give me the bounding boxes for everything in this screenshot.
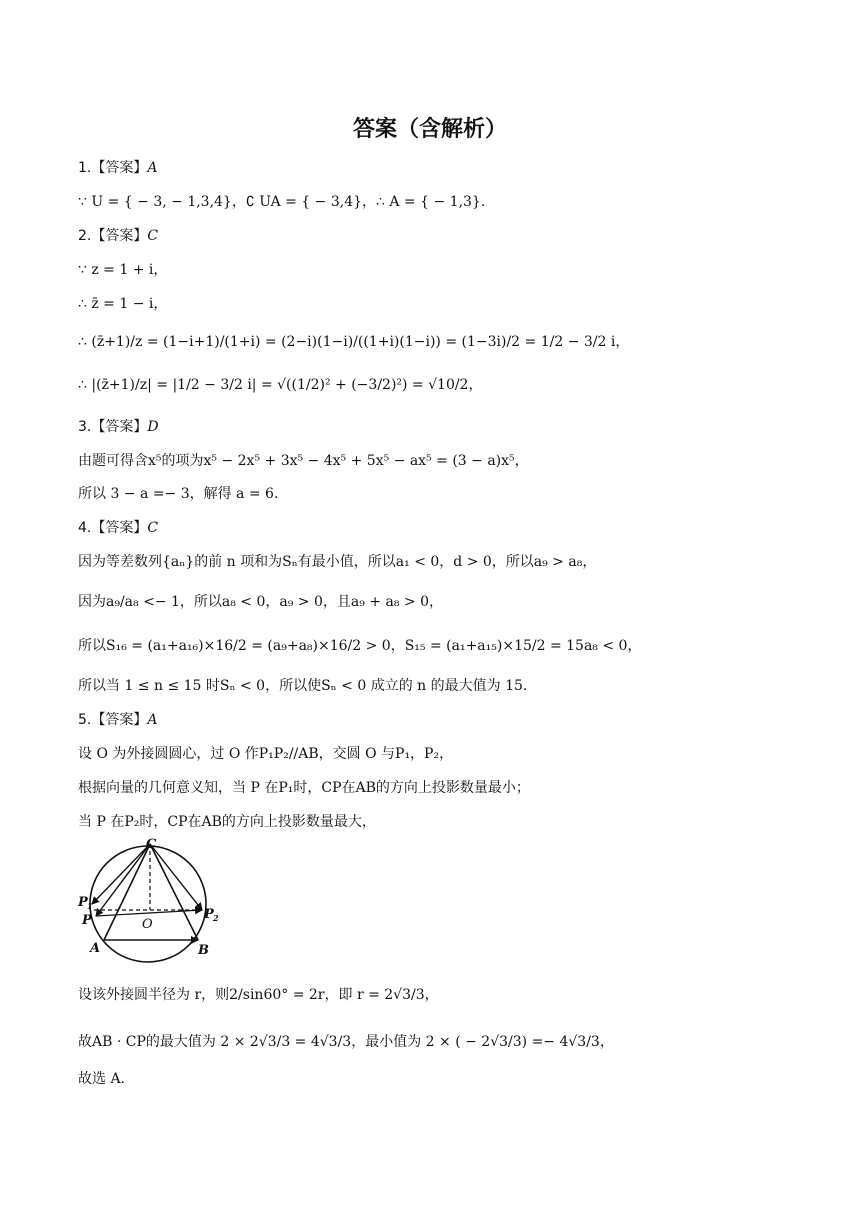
solution-line: 所以S₁₆ = (a₁+a₁₆)×16/2 = (a₉+a₈)×16/2 > 0，S₁₅ = (a₁+a₁₅)×15/2 = 15a₈ < 0， — [78, 638, 642, 654]
answer-label: 4.【答案】 — [78, 520, 148, 536]
answer-label: 5.【答案】 — [78, 712, 148, 728]
solution-line: 当 P 在P₂时，CP在AB的方向上投影数量最大， — [78, 814, 376, 830]
solution-line: ∴ (z̄+1)/z = (1−i+1)/(1+i) = (2−i)(1−i)/((1+i)(1−i)) = (1−3i)/2 = 1/2 − 3/2 i， — [78, 334, 630, 350]
label-p2: P — [204, 907, 214, 922]
side-cb — [150, 844, 198, 940]
label-b: B — [198, 943, 209, 958]
label-p1-sub: 1 — [87, 901, 93, 911]
answer-choice: D — [147, 419, 159, 435]
label-p: P — [82, 913, 92, 928]
label-p1: P — [78, 895, 88, 910]
label-o: O — [142, 917, 153, 932]
answer-heading-2 — [78, 227, 158, 245]
answer-label: 2.【答案】 — [78, 228, 148, 244]
circle-geometry-figure — [78, 836, 218, 972]
answer-heading-1 — [78, 159, 157, 177]
solution-line: 因为等差数列{aₙ}的前 n 项和为Sₙ有最小值，所以a₁ < 0，d > 0，所以a₉ > a₈， — [78, 554, 597, 570]
answer-heading-4 — [78, 519, 158, 537]
solution-line: 设 O 为外接圆圆心，过 O 作P₁P₂//AB，交圆 O 与P₁，P₂， — [78, 746, 454, 762]
solution-line: ∵ U = { − 3, − 1,3,4}，∁ UA = { − 3,4}，∴ A = { − 1,3}. — [78, 194, 486, 210]
solution-line: 由题可得含x⁵的项为x⁵ − 2x⁵ + 3x⁵ − 4x⁵ + 5x⁵ − ax⁵ = (3 − a)x⁵， — [78, 453, 529, 469]
label-a: A — [90, 941, 101, 956]
answer-choice: C — [147, 228, 159, 244]
vector-cp — [96, 844, 150, 916]
solution-line: ∵ z = 1 + i， — [78, 262, 168, 278]
solution-line: ∴ |(z̄+1)/z| = |1/2 − 3/2 i| = √((1/2)² + (−3/2)²) = √10/2， — [78, 377, 483, 393]
label-c: C — [146, 837, 157, 852]
answer-label: 1.【答案】 — [78, 160, 148, 176]
solution-line: 因为a₉/a₈ <− 1，所以a₈ < 0，a₉ > 0，且a₉ + a₈ > 0， — [78, 594, 443, 610]
label-p2-sub: 2 — [213, 913, 219, 923]
solution-line: ∴ z̄ = 1 − i， — [78, 296, 168, 312]
solution-line: 所以 3 − a =− 3，解得 a = 6. — [78, 486, 279, 502]
answer-choice: A — [147, 712, 158, 728]
circumcircle — [90, 846, 206, 962]
solution-line: 故选 A. — [78, 1071, 126, 1087]
solution-line: 设该外接圆半径为 r，则2/sin60° = 2r，即 r = 2√3/3， — [78, 987, 439, 1003]
answer-choice: C — [147, 520, 159, 536]
answer-label: 3.【答案】 — [78, 419, 148, 435]
page-title: 答案（含解析） — [352, 117, 507, 142]
solution-line: 根据向量的几何意义知，当 P 在P₁时，CP在AB的方向上投影数量最小； — [78, 780, 530, 796]
answer-choice: A — [147, 160, 158, 176]
answer-heading-5 — [78, 711, 157, 729]
answer-heading-3 — [78, 418, 159, 436]
solution-line: 故AB · CP的最大值为 2 × 2√3/3 = 4√3/3，最小值为 2 × ( − 2√3/3) =− 4√3/3， — [78, 1034, 614, 1050]
solution-line: 所以当 1 ≤ n ≤ 15 时Sₙ < 0，所以使Sₙ < 0 成立的 n 的最大值为 15. — [78, 678, 528, 694]
